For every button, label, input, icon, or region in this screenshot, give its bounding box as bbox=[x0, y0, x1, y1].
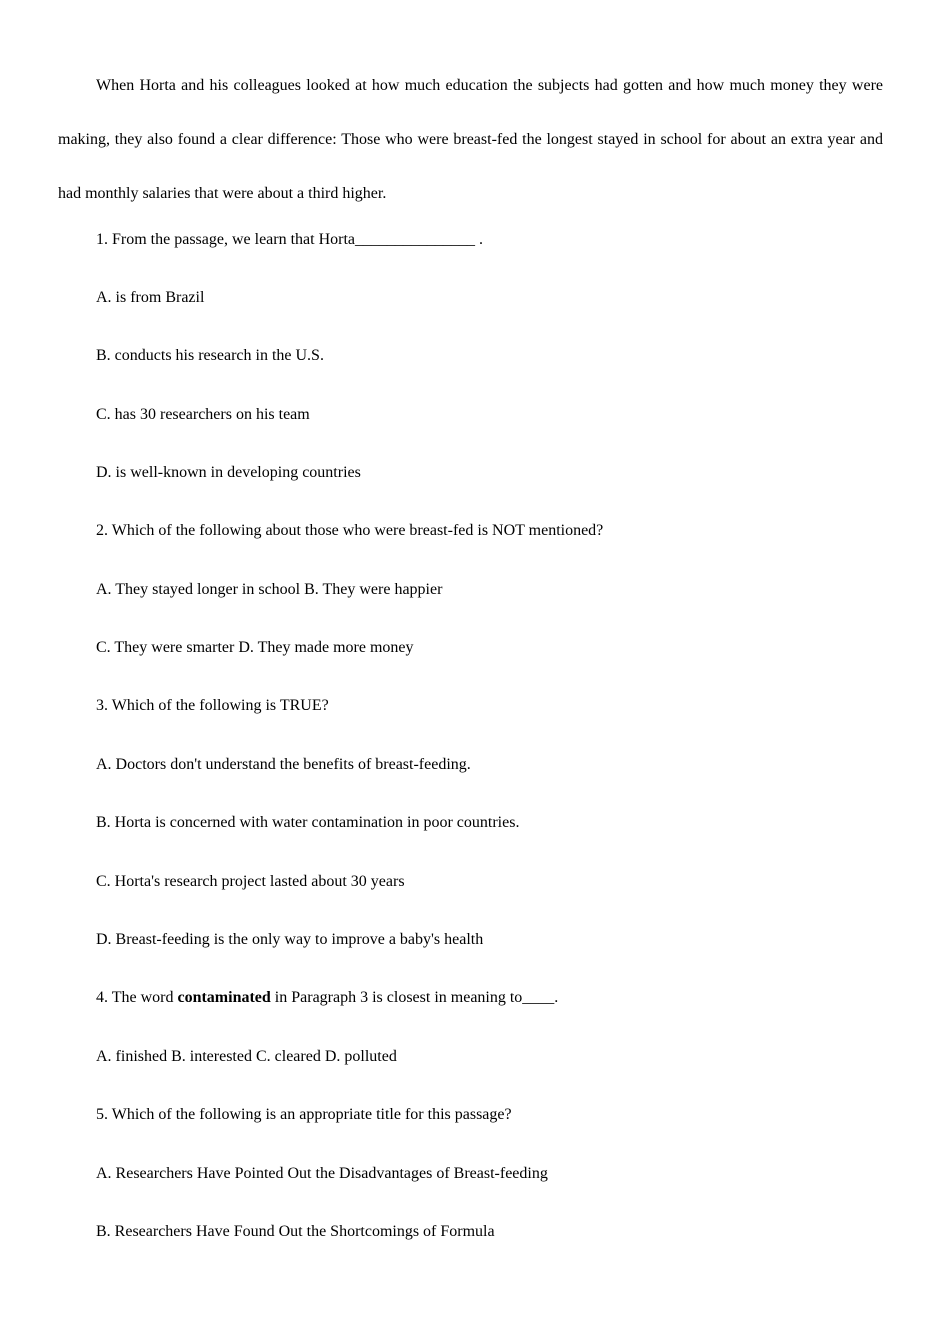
question-4-keyword: contaminated bbox=[177, 989, 271, 1006]
question-3-option-d: D. Breast-feeding is the only way to improve a baby's health bbox=[96, 931, 484, 948]
question-4-options: A. finished B. interested C. cleared D. polluted bbox=[96, 1048, 397, 1065]
question-5-option-a: A. Researchers Have Pointed Out the Disadvantages of Breast-feeding bbox=[96, 1165, 548, 1182]
question-2-options-ab: A. They stayed longer in school B. They were happier bbox=[96, 581, 443, 598]
question-4-stem bbox=[96, 988, 558, 1008]
question-1-option-a: A. is from Brazil bbox=[96, 289, 205, 306]
question-4-stem-after: in Paragraph 3 is closest in meaning to____. bbox=[270, 989, 559, 1006]
question-5-option-b: B. Researchers Have Found Out the Shortcomings of Formula bbox=[96, 1223, 495, 1240]
question-1-option-d: D. is well-known in developing countries bbox=[96, 464, 361, 481]
question-2-stem: 2. Which of the following about those who were breast-fed is NOT mentioned? bbox=[96, 522, 604, 539]
question-4-stem-before: 4. The word bbox=[96, 989, 178, 1006]
question-3-option-b: B. Horta is concerned with water contamination in poor countries. bbox=[96, 814, 520, 831]
passage-paragraph: When Horta and his colleagues looked at how much education the subjects had gotten and how much money they were making, they also found a clear difference: Those who were breast-fed the longest stayed in school for about an extra year and had monthly salaries that were about a third higher. bbox=[58, 77, 883, 202]
question-3-option-c: C. Horta's research project lasted about 30 years bbox=[96, 873, 405, 890]
question-1-option-b: B. conducts his research in the U.S. bbox=[96, 347, 324, 364]
question-1-stem: 1. From the passage, we learn that Horta_______________ . bbox=[96, 231, 484, 248]
question-3-option-a: A. Doctors don't understand the benefits of breast-feeding. bbox=[96, 756, 471, 773]
question-3-stem: 3. Which of the following is TRUE? bbox=[96, 697, 329, 714]
question-2-options-cd: C. They were smarter D. They made more money bbox=[96, 639, 414, 656]
question-1-option-c: C. has 30 researchers on his team bbox=[96, 406, 310, 423]
question-5-stem: 5. Which of the following is an appropriate title for this passage? bbox=[96, 1106, 512, 1123]
